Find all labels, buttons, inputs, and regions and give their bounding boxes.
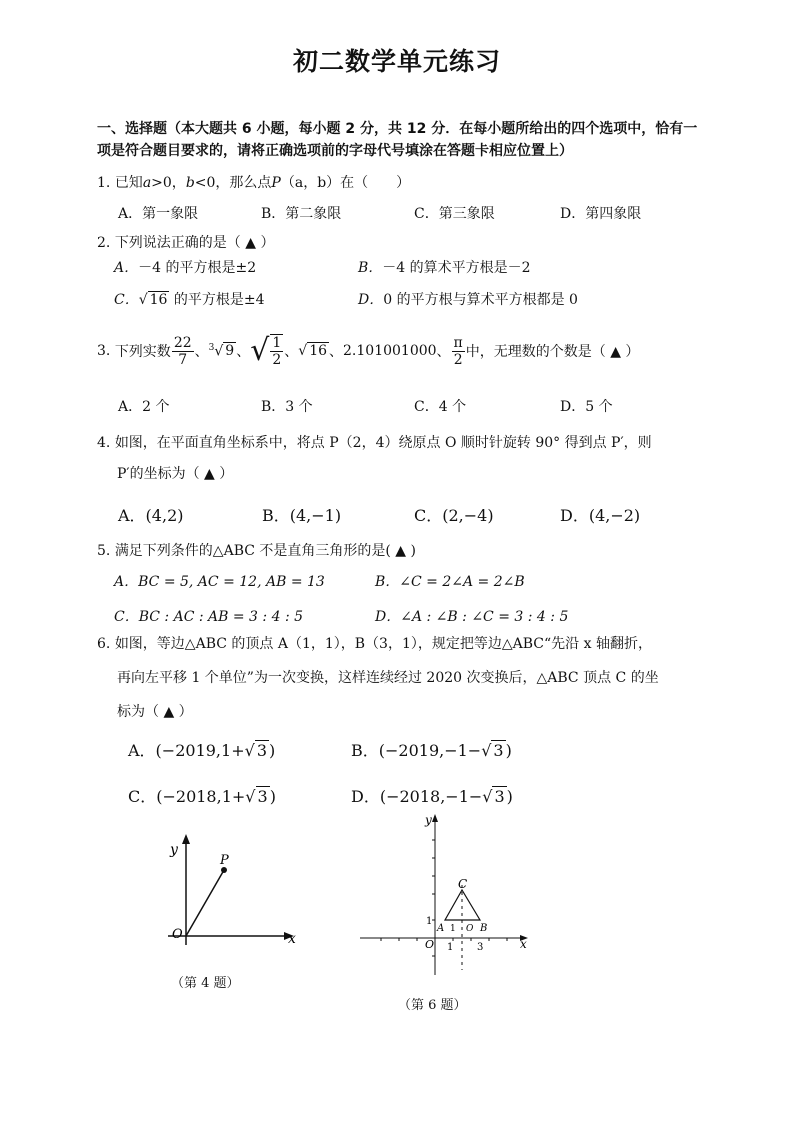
figure-q6-caption: （第 6 题） — [398, 998, 467, 1013]
q2-c-label: C． — [114, 292, 139, 308]
q3-sqrt16: √ 16 — [298, 343, 328, 359]
q3-number: 3. — [97, 343, 111, 359]
q2-number: 2. — [97, 235, 111, 251]
q2-a-text: －4 的平方根是±2 — [138, 260, 257, 276]
q3-sqrt16-radicand: 16 — [309, 343, 328, 359]
q1-text-pre: 已知 — [114, 175, 143, 191]
question-3-stem — [97, 330, 639, 372]
q5-option-d[interactable]: D．∠A : ∠B : ∠C = 3 : 4 : 5 — [375, 609, 569, 625]
q3-text-post: 中，无理数的个数是（ ▲ ） — [465, 344, 640, 360]
q6-a-pre: A．(−2019,1+ — [128, 741, 245, 760]
question-2-stem — [97, 232, 274, 252]
q2-option-b[interactable] — [358, 257, 531, 277]
fig4-label-O: O — [172, 927, 183, 942]
q3-sep-4: 、 — [329, 344, 344, 360]
q3-text-pre: 下列实数 — [114, 344, 171, 360]
q3-f1-den: 7 — [178, 351, 188, 368]
figure-q4-caption: （第 4 题） — [171, 976, 240, 991]
q1-text-gt: >0， — [151, 175, 186, 191]
fig6-label-one-y: 1 — [426, 916, 433, 927]
fig6-label-O: O — [425, 938, 435, 951]
q3-f3-num: π — [453, 334, 463, 351]
fig4-label-P: P — [220, 853, 229, 868]
q3-sep-1: 、 — [194, 344, 209, 360]
q3-decimal: 2.101001000 — [343, 343, 437, 359]
q4-option-d[interactable]: D．(4,−2) — [560, 506, 641, 525]
page-title: 初二数学单元练习 — [292, 47, 501, 76]
q4-option-b[interactable]: B．(4,−1) — [262, 506, 342, 525]
q2-option-a[interactable] — [114, 257, 256, 277]
fig6-label-o-mid: O — [466, 924, 474, 934]
q6-b-radicand: 3 — [493, 741, 504, 760]
q5-option-c[interactable]: C．BC : AC : AB = 3 : 4 : 5 — [114, 609, 304, 625]
question-4-line2: P′的坐标为（ ▲ ） — [117, 466, 234, 482]
q6-option-c[interactable]: C．(−2018,1+√ 3 ) — [128, 787, 276, 806]
section-header: 一、选择题（本大题共 6 小题，每小题 2 分，共 12 分．在每小题所给出的四个选项中，恰有一项是符合题目要求的，请将正确选项前的字母代号填涂在答题卡相应位置上） — [97, 121, 698, 159]
q4-text-1: 如图，在平面直角坐标系中，将点 P（2，4）绕原点 O 顺时针旋转 90° 得到点 P′，则 — [114, 435, 652, 451]
question-4-line1 — [97, 432, 652, 452]
q6-text-1: 如图，等边△ABC 的顶点 A（1，1），B（3，1），规定把等边△ABC“先沿 x 轴翻折， — [114, 636, 652, 652]
q3-option-a[interactable]: A．2 个 — [118, 399, 170, 415]
q3-fraction-pi-2 — [452, 335, 465, 368]
q1-var-a: a — [142, 175, 152, 191]
fig6-label-one-x: 1 — [447, 942, 454, 953]
fig6-y-arrow — [432, 814, 438, 822]
q3-f2-den: 2 — [272, 352, 282, 368]
q1-var-b: b — [185, 175, 195, 191]
q3-cbrt: $^3$√ 9 — [208, 342, 235, 360]
q3-cbrt-index: 3 — [208, 342, 215, 353]
q3-f1-num: 22 — [173, 334, 192, 351]
q6-a-post: ) — [269, 741, 276, 760]
q6-b-pre: B．(−2019,−1− — [351, 741, 482, 760]
question-6-line1 — [97, 633, 652, 653]
q2-c-radicand: 16 — [149, 292, 168, 308]
fig6-label-y: y — [425, 813, 432, 827]
q4-option-a[interactable]: A．(4,2) — [118, 506, 184, 525]
figure-q6 — [350, 810, 540, 985]
q3-f3-den: 2 — [453, 351, 463, 368]
question-1-stem — [97, 172, 410, 192]
q2-c-text: 的平方根是±4 — [173, 292, 265, 308]
q3-sqrt-half: √ $\frac{1}{2}$ — [250, 333, 282, 368]
q3-option-c[interactable]: C．4 个 — [414, 399, 467, 415]
q3-sep-3: 、 — [284, 344, 299, 360]
fig6-label-x: x — [520, 937, 527, 951]
q5-option-a[interactable]: A．BC = 5, AC = 12, AB = 13 — [114, 574, 325, 590]
q2-b-text: －4 的算术平方根是－2 — [382, 260, 531, 276]
q5-number: 5. — [97, 543, 111, 559]
fig6-label-C: C — [458, 877, 468, 891]
fig4-segment-OP — [186, 870, 224, 936]
q3-sep-2: 、 — [236, 344, 251, 360]
q1-text-lt: <0，那么点 — [194, 175, 272, 191]
q6-option-b[interactable]: B．(−2019,−1−√ 3 ) — [351, 741, 512, 760]
fig6-label-three: 3 — [477, 942, 484, 953]
q2-text: 下列说法正确的是（ ▲ ） — [114, 235, 275, 251]
question-5-stem — [97, 540, 416, 560]
q4-number: 4. — [97, 435, 111, 451]
q6-d-post: ) — [506, 787, 513, 806]
q6-number: 6. — [97, 636, 111, 652]
question-6-line2: 再向左平移 1 个单位”为一次变换，这样连续经过 2020 次变换后，△ABC 顶点 C 的坐 — [117, 670, 659, 686]
q6-b-post: ) — [505, 741, 512, 760]
figure-q4 — [150, 830, 320, 960]
q3-f2-num: 1 — [272, 335, 282, 351]
q6-d-pre: D．(−2018,−1− — [351, 787, 483, 806]
q2-b-label: B． — [358, 260, 383, 276]
q3-cbrt-radicand: 9 — [225, 343, 235, 360]
q1-option-a[interactable]: A．第一象限 — [118, 206, 199, 222]
q2-option-c[interactable]: C．√ 16 的平方根是±4 — [114, 292, 265, 308]
q6-a-radicand: 3 — [256, 741, 267, 760]
q3-option-d[interactable]: D．5 个 — [560, 399, 613, 415]
q1-text-point: （a，b）在（ ） — [280, 175, 411, 191]
q4-option-c[interactable]: C．(2,−4) — [414, 506, 494, 525]
q3-sep-5: 、 — [436, 344, 451, 360]
q2-d-text: 0 的平方根与算术平方根都是 0 — [383, 292, 578, 308]
q5-text: 满足下列条件的△ABC 不是直角三角形的是( ▲ ) — [114, 543, 416, 559]
q6-option-a[interactable]: A．(−2019,1+√ 3 ) — [128, 741, 276, 760]
q2-d-label: D． — [358, 292, 384, 308]
q6-c-pre: C．(−2018,1+ — [128, 787, 246, 806]
q3-option-b[interactable]: B．3 个 — [261, 399, 313, 415]
q1-option-b[interactable]: B．第二象限 — [261, 206, 342, 222]
q1-var-P: P — [271, 175, 281, 191]
fig6-ticks — [381, 840, 507, 956]
q1-number: 1. — [97, 175, 111, 191]
fig6-label-B: B — [480, 923, 488, 934]
q6-c-post: ) — [269, 787, 276, 806]
fig4-y-arrow — [182, 834, 190, 844]
q2-option-d[interactable] — [358, 289, 578, 309]
q6-d-radicand: 3 — [494, 787, 505, 806]
fig4-label-x: x — [288, 931, 296, 947]
q1-option-d[interactable]: D．第四象限 — [560, 206, 642, 222]
question-6-line3: 标为（ ▲ ） — [117, 704, 193, 720]
q1-option-c[interactable]: C．第三象限 — [414, 206, 495, 222]
fig6-label-A: A — [437, 923, 445, 934]
q2-a-label: A． — [114, 260, 139, 276]
fig6-label-one-mid: 1 — [450, 924, 456, 934]
q5-option-b[interactable]: B．∠C = 2∠A = 2∠B — [375, 574, 525, 590]
q6-option-d[interactable]: D．(−2018,−1−√ 3 ) — [351, 787, 513, 806]
fig4-label-y: y — [170, 842, 178, 858]
q3-fraction-22-7 — [172, 335, 194, 368]
q6-c-radicand: 3 — [257, 787, 268, 806]
